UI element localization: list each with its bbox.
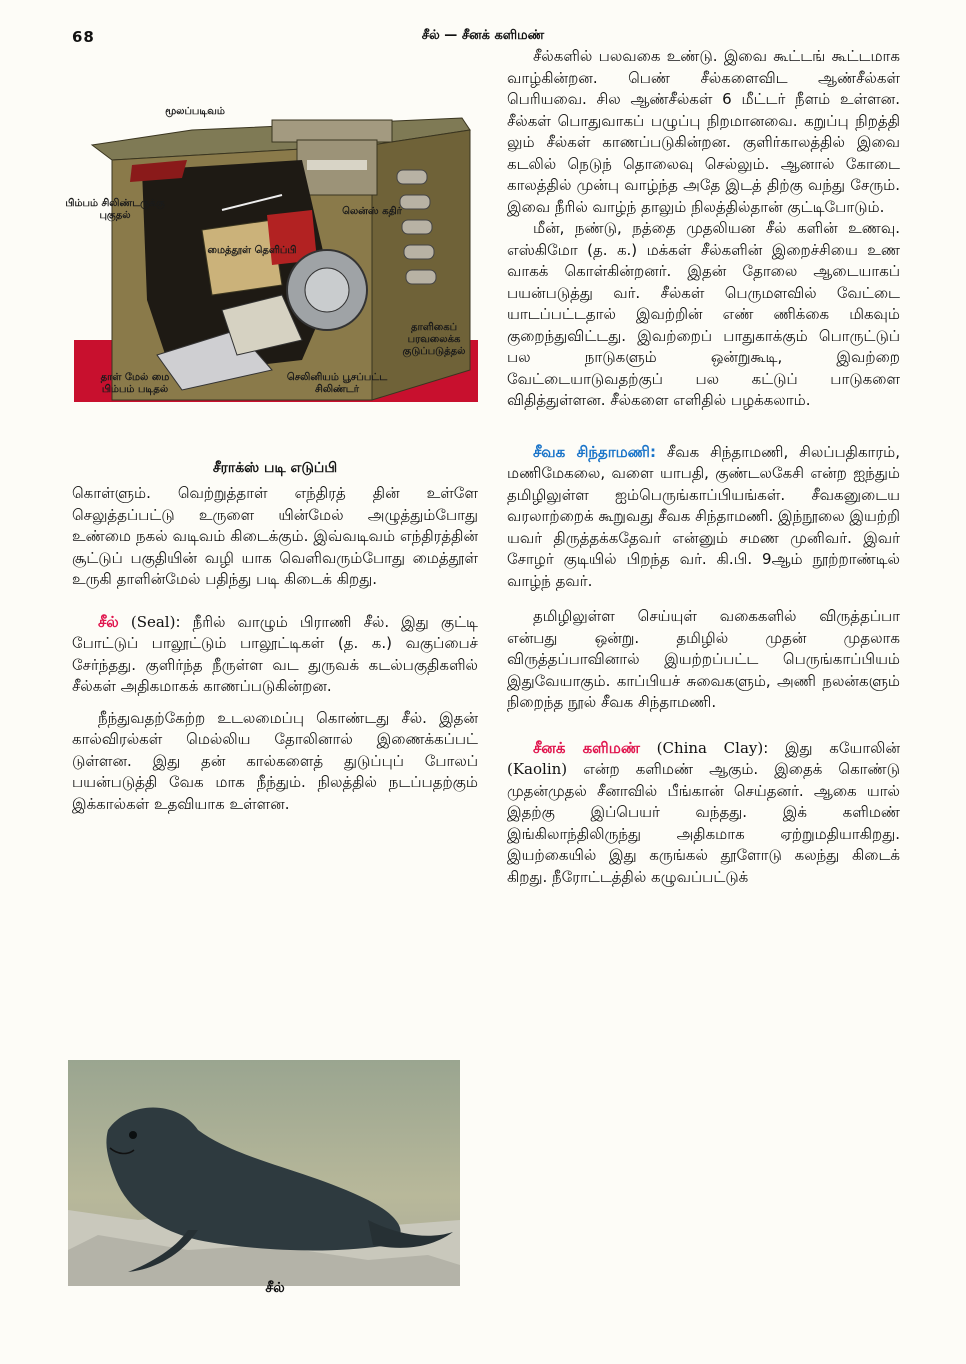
seal-paragraph-1 [72,612,478,698]
seal-paragraph-3: சீல்களில் பலவகை உண்டு. இவை கூட்டங் கூட்டமாக வாழ்கின்றன. பெண் சீல்களைவிட ஆண்சீல்கள் பெரியவை. சில ஆண்சீல்கள் 6 மீட்டர் நீளம் உள்ளன. சீல்கள் பொதுவாகப் பழுப்பு நிறமானவை. கறுப்பு நிறத்தி லும் சீல்கள் காணப்படுகின்றன. குளிர்காலத்தில் இவை கடலில் நெடுந் தொலைவு செல்லும். ஆனால் கோடை காலத்தில் முன்பு வாழ்ந்த அதே இடத் திற்கு வந்து சேரும். இவை நீரில் வாழ்ந் தாலும் நிலத்தில்தான் குட்டிபோடும். [507,47,900,216]
page-number: 68 [72,28,95,46]
seal-p1-text: : நீரில் வாழும் பிராணி சீல். இது குட்டி போட்டுப் பாலூட்டும் பாலூட்டிகள் (த. க.) வகுப்பைச் சேர்ந்தது. குளிர்ந்த நீருள்ள வட துருவக் கடல்பகுதிகளில் சீல்கள் அதிகமாகக் காணப்படுகின்றன. [72,612,478,695]
label-lens-ray: லென்ஸ் கதிர் [342,206,402,217]
diagram-caption: சீராக்ஸ் படி எடுப்பி [212,460,338,476]
sivaka-paragraph-1 [507,442,900,593]
clay-latin: (China Clay) [656,738,764,757]
sivaka-heading: சீவக சிந்தாமணி: [533,442,656,461]
xerox-diagram [65,100,482,430]
label-image-on-paper: தாள் மேல் மை பிம்பம் படிதல் [100,372,170,395]
seal-latin: (Seal) [130,612,176,631]
sivaka-p1-text: சீவக சிந்தாமணி, சிலப்பதிகாரம், மணிமேகலை, வளை யாபதி, குண்டலகேசி என்ற ஐந்தும் தமிழிலுள்ள ஐம்பெருங்காப்பியங்கள். சீவகனுடைய வரலாற்றைக் கூறுவது சீவக சிந்தாமணி. இந்நூலை இயற்றி யவர் திருத்தக்கதேவர் என்னும் சமண முனிவர். இவர் சோழர் குடியில் பிறந்த வர். கி.பி. 9ஆம் நூற்றாண்டில் வாழ்ந் தவர். [507,442,900,590]
label-original: மூலப்படிவம் [165,106,225,117]
label-image-to-cylinder: பிம்பம் சிலிண்டருக்கு புகுதல் [65,198,165,221]
clay-heading: சீனக் களிமண் [533,738,640,757]
clay-p1-a: : இது கயோலின் [763,738,900,757]
seal-paragraph-4: மீன், நண்டு, நத்தை முதலியன சீல் களின் உணவு. எஸ்கிமோ (த. க.) மக்கள் சீல்களின் இறைச்சியை உண வாகக் கொள்கின்றனர். இதன் தோலை ஆடையாகப் பயன்படுத்து வர். சீல்கள் பெருமளவில் வேட்டை யாடப்பட்டதால் இவற்றின் எண் ணிக்கை மிகவும் குறைந்துவிட்டது. இவற்றைப் பாதுகாக்கும் பொருட்டுப் பல நாடுகளும் ஒன்றுகூடி, இவற்றை வேட்டையாடுவதற்குப் பல கட்டுப் பாடுகளை விதித்துள்ளன. சீல்களை எளிதில் பழக்கலாம். [507,219,900,409]
seal-photo [68,1060,460,1286]
label-toner-sprayer: மைத்தூள் தெளிப்பி [207,245,297,256]
seal-paragraph-2: நீந்துவதற்கேற்ற உடலமைப்பு கொண்டது சீல். இதன் கால்விரல்கள் மெல்லிய தோலினால் இணைக்கப்பட் டுள்ளன. இது தன் கால்களைத் துடுப்புப் போலப் பயன்படுத்தி வேக மாக நீந்தும். நிலத்தில் நடப்பதற்கும் இக்கால்கள் உதவியாக உள்ளன. [72,708,478,813]
sivaka-paragraph-2: தமிழிலுள்ள செய்யுள் வகைகளில் விருத்தப்பா என்பது ஒன்று. தமிழில் முதன் முதலாக விருத்தப்பாவினால் இயற்றப்பட்ட பெருங்காப்பியம் இதுவேயாகும். காப்பியச் சுவைகளும், அணி நலன்களும் நிறைந்த நூல் சீவக சிந்தாமணி. [507,607,900,711]
photo-caption: சீல் [265,1280,285,1296]
xerox-paragraph: கொள்ளும். வெற்றுத்தாள் எந்திரத் தின் உள்ளே செலுத்தப்பட்டு உருளை யின்மேல் அழுத்தும்போது உண்மை நகல் வடிவம் கிடைக்கும். இவ்வடிவம் எந்திரத்தின் சூட்டுப் பகுதியின் வழி யாக வெளிவரும்போது மைத்தூள் உருகி தாளின்மேல் பதிந்து படி கிடைக் கிறது. [72,484,478,588]
right-column [507,46,900,888]
label-right: தாளிகைப் பரவலைக்க குடுப்படுத்தல் [402,322,466,357]
clay-paragraph-1 [507,738,900,889]
left-column [72,483,478,815]
label-selenium-cylinder: செலினியம் பூசப்பட்ட சிலிண்டர் [286,372,388,395]
kaolin-latin: (Kaolin) [507,760,568,778]
clay-p1-b: என்ற களிமண் ஆகும். இதைக் கொண்டு முதன்முதல் சீனாவில் பீங்கான் செய்தனர். ஆகை யால் இதற்கு இப்பெயர் வந்தது. இக் களிமண் இங்கிலாந்திலிருந்து அதிகமாக ஏற்றுமதியாகிறது. இயற்கையில் இது கருங்கல் தூளோடு கலந்து கிடைக் கிறது. நீரோட்டத்தில் கழுவப்பட்டுக் [507,760,900,886]
seal-illustration [68,1060,460,1286]
seal-heading: சீல் [98,612,119,631]
running-title: சீல் — சீனக் களிமண் [421,28,545,43]
